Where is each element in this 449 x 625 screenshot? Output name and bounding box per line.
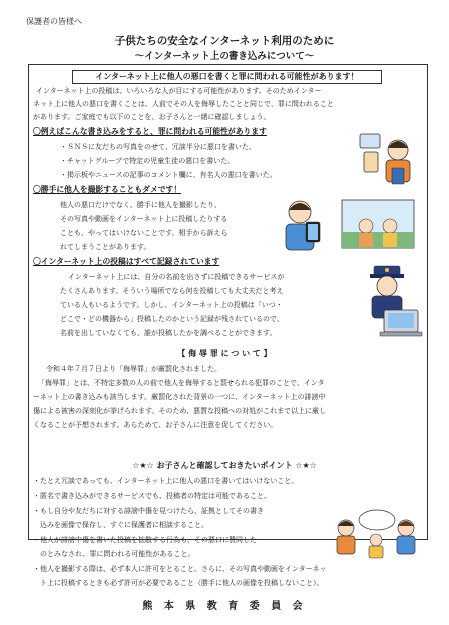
points-heading: ☆★☆ お子さんと確認しておきたいポイント ☆★☆ <box>132 461 317 470</box>
page-title: 子供たちの安全なインターネット利用のために <box>114 35 335 47</box>
insult-line-5: くなることが予想されます。あらためて、お子さんに注意を促してください。 <box>33 421 278 429</box>
section2-line-2: その写真や動画をインターネット上に投稿したりする <box>60 215 228 223</box>
section1-item-2: ・チャットグループで特定の児童生徒の悪口を書いた。 <box>60 157 235 165</box>
photo-taking-illustration <box>278 196 418 252</box>
points-line-5: ・他人が誹謗中傷を書いた投稿を拡散する行為も、その悪口に賛同した <box>33 536 257 544</box>
section2-line-4: れてしまうことがあります。 <box>60 243 151 251</box>
warning-header: インターネット上に他人の悪口を書くと罪に問われる可能性があります！ <box>72 70 382 84</box>
insult-heading: 【 侮 辱 罪 に つ い て 】 <box>177 349 272 358</box>
points-line-2: ・匿名で書き込みができるサービスでも、投稿者の特定は可能であること。 <box>33 492 271 500</box>
insult-line-2: 「侮辱罪」とは、不特定多数の人の前で他人を侮辱すると罰せられる犯罪のことで、インタ <box>38 379 325 387</box>
insult-line-1: 令和４年７月７日より「侮辱罪」が厳罰化されました。 <box>46 365 221 373</box>
police-officer-illustration <box>364 262 424 340</box>
section3-line-4: どこで・どの機器から」投稿したのかという記録が残されているので、 <box>60 315 284 323</box>
points-line-1: ・たとえ冗談であっても、インターネット上に他人の悪口を書いてはいけないこと。 <box>33 477 299 485</box>
intro-line-3: があります。ご家庭でも以下のことを、お子さんと一緒に確認しましょう。 <box>33 113 271 121</box>
section3-line-2: たくさんあります。そういう場所でなら何を投稿しても大丈夫だと考え <box>60 287 284 295</box>
section3-line-1: インターネット上には、自分の名前を出さずに投稿できるサービスが <box>68 273 285 281</box>
section2-heading: 〇勝手に他人を撮影することもダメです！ <box>33 185 182 194</box>
page-subtitle: ～インターネット上の書き込みについて～ <box>134 51 315 62</box>
points-line-6: のとみなされ、罪に問われる可能性があること。 <box>33 550 195 558</box>
section2-line-3: ことも、やってはいけないことです。相手から訴えら <box>60 229 228 237</box>
section1-item-1: ・ＳＮＳに友だちの写真をのせて、冗談半分に悪口を書いた。 <box>60 143 256 151</box>
points-line-4: 込みを画像で保存し、すぐに保護者に相談すること。 <box>33 521 208 529</box>
family-talking-illustration <box>332 502 422 560</box>
section3-line-3: ている人もいるようです。しかし、インターネット上の投稿は「いつ・ <box>60 301 283 309</box>
points-line-7: ・他人を撮影する際は、必ず本人に許可をとること。さらに、その写真や動画をインターネッ <box>33 565 327 573</box>
insult-line-3: ーネット上の書き込みも該当します。厳罰化された背景の一つに、インターネット上の誹謗中 <box>33 393 326 401</box>
section3-heading: 〇インターネット上の投稿はすべて記録されています <box>33 257 220 266</box>
section1-heading: 〇例えばこんな書き込みをすると、罪に問われる可能性があります <box>33 127 267 136</box>
intro-line-1: インターネット上の投稿は、いろいろな人が目にする可能性があります。そのためインター <box>36 87 322 95</box>
section1-item-3: ・掲示板やニュースの記事のコメント欄に、有名人の悪口を書いた。 <box>60 171 277 179</box>
child-devices-illustration <box>356 130 420 188</box>
greeting: 保護者の皆様へ <box>26 17 82 26</box>
points-line-8: ト上に投稿するときも必ず許可が必要であること（勝手に他人の画像を投稿しないこと）。 <box>33 579 324 587</box>
insult-line-4: 傷による被害の深刻化が挙げられます。そのため、悪質な投稿への対処がこれまで以上に厳し <box>33 407 327 415</box>
points-line-3: ・もし自分や友だちに対する誹謗中傷を見つけたら、証拠としてその書き <box>33 507 264 515</box>
section3-line-5: 名前を出していなくても、誰が投稿したかを調べることができます。 <box>60 329 277 337</box>
intro-line-2: ネット上に他人の悪口を書くことは、人前でその人を侮辱したことと同じで、罪に問われること <box>33 100 334 108</box>
section2-line-1: 他人の悪口だけでなく、勝手に他人を撮影したり、 <box>60 201 221 209</box>
footer-organization: 熊 本 県 教 育 委 員 会 <box>142 601 307 612</box>
